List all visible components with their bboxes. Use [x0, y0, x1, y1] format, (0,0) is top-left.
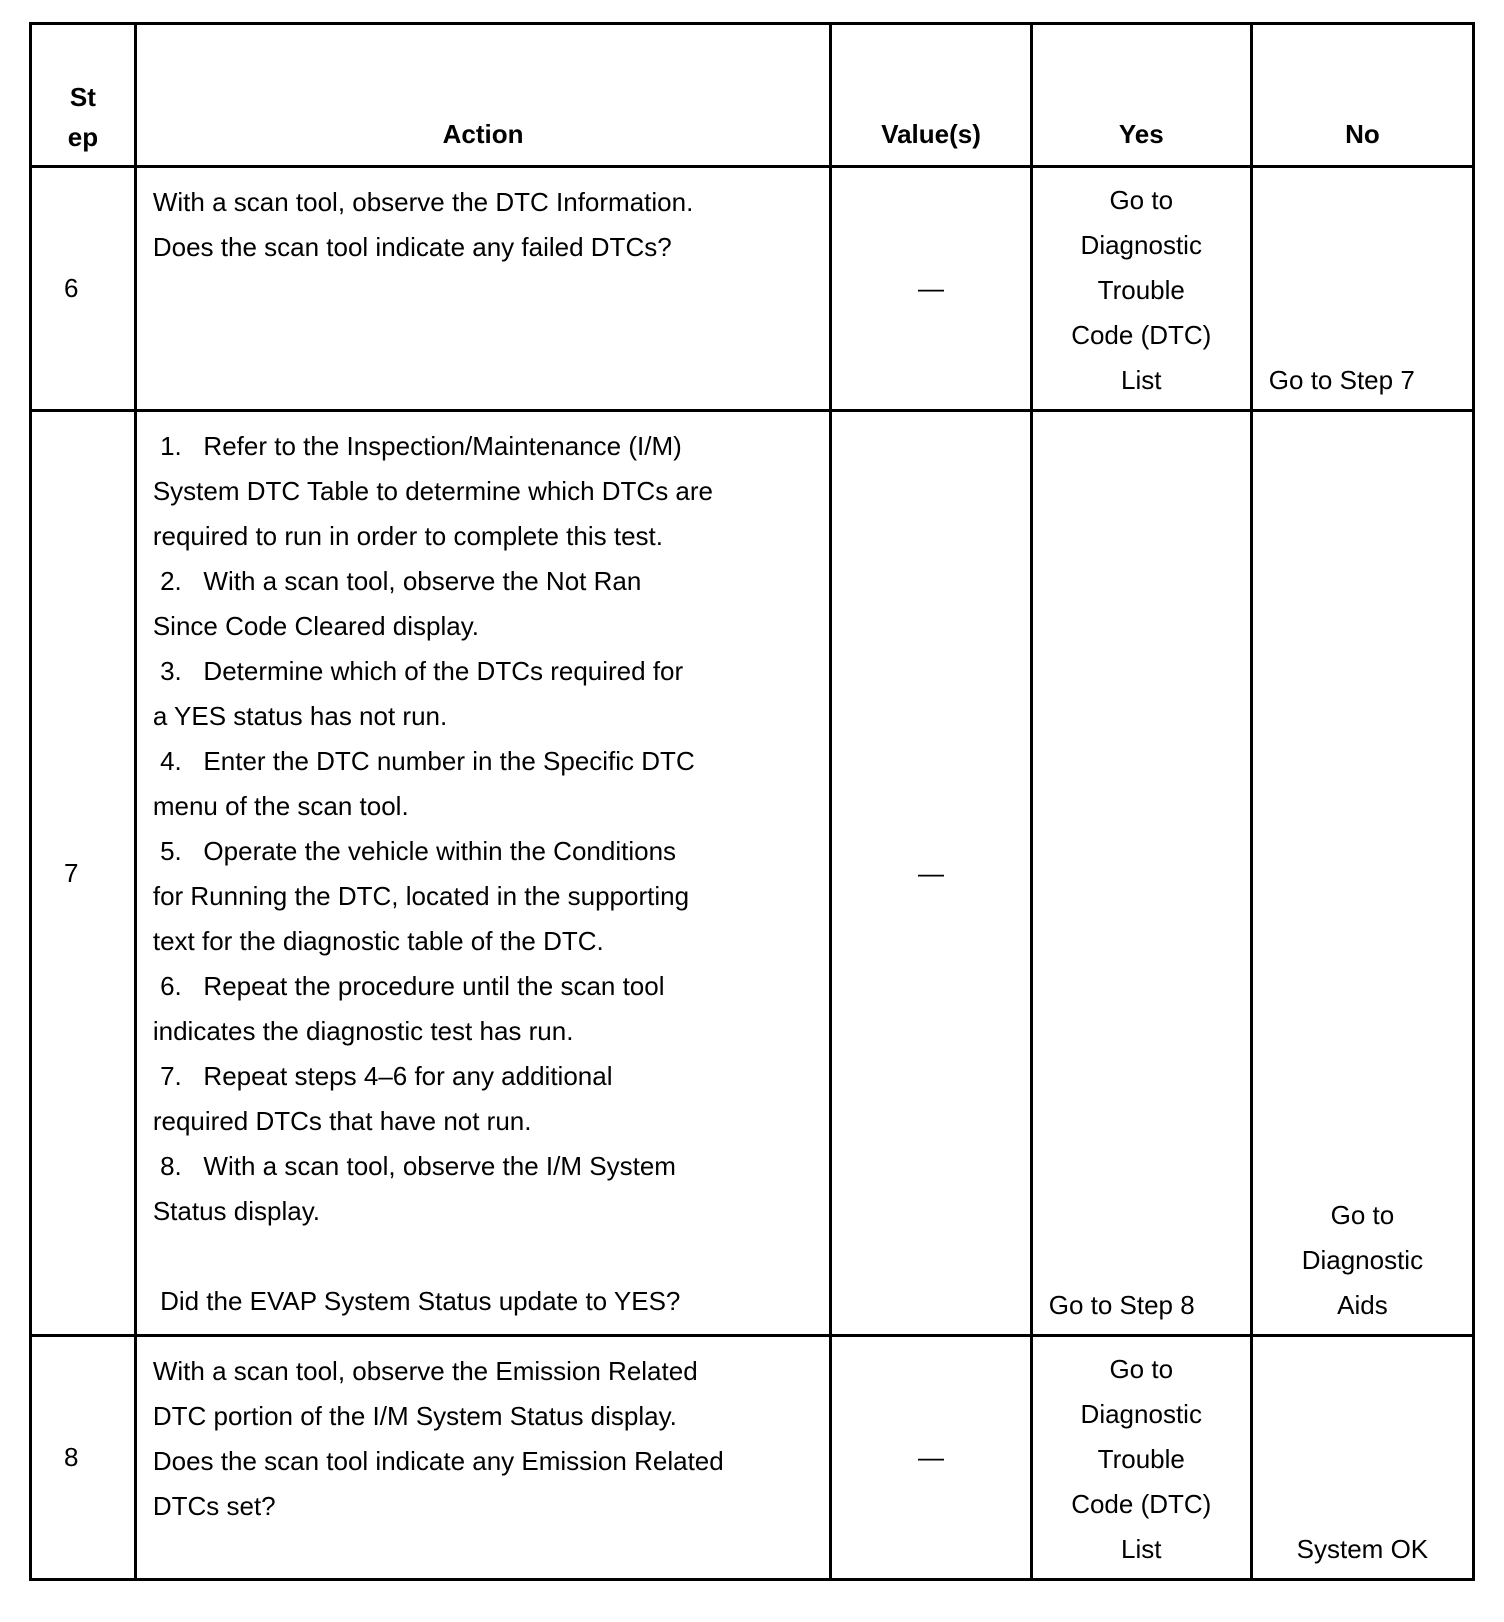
no-cell [1251, 167, 1473, 411]
action-line: indicates the diagnostic test has run. [152, 1016, 574, 1046]
action-line: Since Code Cleared display. [152, 611, 479, 641]
header-step-line1: St [69, 82, 96, 112]
diagnostic-table [29, 22, 1475, 1581]
no-line: Go to Step 7 [1268, 365, 1415, 395]
yes-line: Trouble [1097, 1444, 1185, 1474]
action-line: menu of the scan tool. [152, 791, 409, 821]
header-step-line2: ep [67, 122, 99, 152]
yes-cell [1031, 167, 1251, 411]
action-cell [135, 411, 831, 1336]
yes-line: Go to Step 8 [1048, 1290, 1195, 1320]
action-line: 5. Operate the vehicle within the Conditions [152, 836, 677, 866]
action-line: Does the scan tool indicate any Emission Related [152, 1446, 724, 1476]
no-line: Aids [1337, 1290, 1388, 1320]
yes-line: Code (DTC) [1071, 320, 1212, 350]
value-cell: — [831, 411, 1031, 1336]
yes-line: Go to [1109, 1354, 1174, 1384]
yes-line: Diagnostic [1080, 230, 1202, 260]
action-line: Does the scan tool indicate any failed DTCs? [152, 232, 672, 262]
action-cell [135, 1336, 831, 1580]
value-cell: — [831, 167, 1031, 411]
header-action: Action [135, 24, 831, 167]
no-line: System OK [1296, 1534, 1429, 1564]
action-line: System DTC Table to determine which DTCs are [152, 476, 713, 506]
yes-line: List [1121, 365, 1162, 395]
yes-line: Go to [1109, 185, 1174, 215]
table-row-step-7 [31, 411, 1474, 1336]
action-line: DTCs set? [152, 1491, 276, 1521]
action-line: DTC portion of the I/M System Status display. [152, 1401, 677, 1431]
table-header-row [31, 24, 1474, 167]
action-line: required to run in order to complete this test. [152, 521, 663, 551]
action-line: 2. With a scan tool, observe the Not Ran [152, 566, 642, 596]
header-values: Value(s) [831, 24, 1031, 167]
step-number: 6 [31, 167, 136, 411]
header-step [31, 24, 136, 167]
action-line: 1. Refer to the Inspection/Maintenance (I/M) [152, 431, 682, 461]
action-line: 7. Repeat steps 4–6 for any additional [152, 1061, 613, 1091]
yes-cell [1031, 411, 1251, 1336]
no-line: Diagnostic [1301, 1245, 1424, 1275]
action-cell [135, 167, 831, 411]
action-line: text for the diagnostic table of the DTC. [152, 926, 604, 956]
action-line: required DTCs that have not run. [152, 1106, 532, 1136]
header-no: No [1251, 24, 1473, 167]
step-number: 8 [31, 1336, 136, 1580]
table-row-step-6 [31, 167, 1474, 411]
spacer [153, 1234, 820, 1279]
action-line: With a scan tool, observe the DTC Information. [152, 187, 694, 217]
step-number: 7 [31, 411, 136, 1336]
action-line: With a scan tool, observe the Emission Related [152, 1356, 698, 1386]
yes-cell [1031, 1336, 1251, 1580]
table-row-step-8 [31, 1336, 1474, 1580]
action-line: 4. Enter the DTC number in the Specific DTC [152, 746, 695, 776]
yes-line: Trouble [1097, 275, 1185, 305]
no-cell [1251, 1336, 1473, 1580]
no-line: Go to [1330, 1200, 1395, 1230]
action-line: a YES status has not run. [152, 701, 448, 731]
value-cell: — [831, 1336, 1031, 1580]
yes-line: Code (DTC) [1071, 1489, 1212, 1519]
header-yes: Yes [1031, 24, 1251, 167]
action-line: for Running the DTC, located in the supporting [152, 881, 690, 911]
action-line: 6. Repeat the procedure until the scan tool [152, 971, 665, 1001]
yes-line: Diagnostic [1080, 1399, 1202, 1429]
yes-line: List [1121, 1534, 1162, 1564]
action-line: 8. With a scan tool, observe the I/M System [152, 1151, 676, 1181]
no-cell [1251, 411, 1473, 1336]
action-line: 3. Determine which of the DTCs required for [152, 656, 684, 686]
action-question: Did the EVAP System Status update to YES? [152, 1286, 681, 1316]
action-line: Status display. [152, 1196, 321, 1226]
